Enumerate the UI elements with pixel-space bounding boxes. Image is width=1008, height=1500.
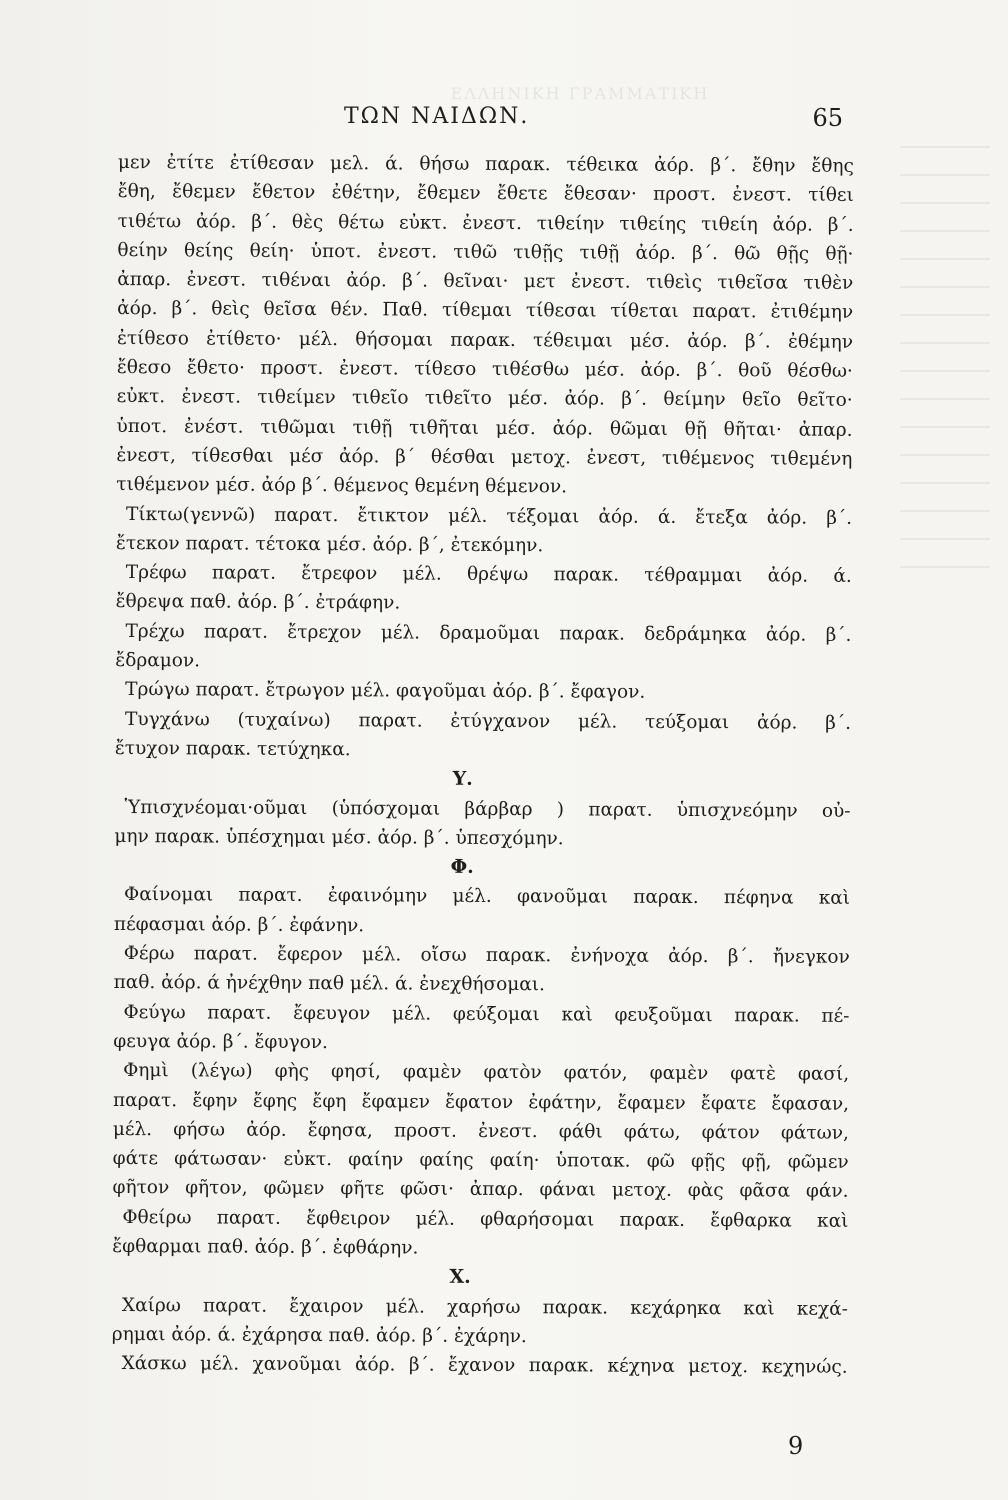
signature-mark: 9 [788, 1432, 804, 1460]
section-letter-heading: Χ. [449, 1266, 471, 1289]
text-line: πέφασμαι ἀόρ. β΄. ἐφάνην. [113, 913, 365, 937]
text-line: ἔθεσο ἔθετο· προστ. ἐνεστ. τίθεσο τιθέσθω μέσ. ἀόρ. β΄. θοῦ θέσθω· [116, 357, 853, 382]
text-line: Τίκτω(γεννῶ) παρατ. ἔτικτον μέλ. τέξομαι ἀόρ. ά. ἔτεξα ἀόρ. β΄. [126, 503, 853, 529]
text-line: ἔθη, ἔθεμεν ἔθετον ἐθέτην, ἔθεμεν ἔθετε ἔθεσαν· προστ. ἐνεστ. τίθει [117, 181, 854, 207]
text-line: ἐνεστ, τίθεσθαι μέσ ἀόρ. β΄ θέσθαι μετοχ. ἐνεστ, τιθέμενος τιθεμένη [116, 444, 853, 470]
text-line: Τρέχω παρατ. ἔτρεχον μέλ. δραμοῦμαι παρακ. δεδράμηκα ἀόρ. β΄. [125, 620, 852, 646]
section-letter-heading: Υ. [452, 767, 473, 791]
text-line: ὑποτ. ἐνέστ. τιθῶμαι τιθῇ τιθῆται μέσ. ἀόρ. θῶμαι θῇ θῆται· ἀπαρ. [116, 415, 853, 441]
text-line: τιθέμενον μέσ. ἀόρ β΄. θέμενος θεμένη θέμενον. [116, 474, 568, 498]
text-line: ἐτίθεσο ἐτίθετο· μέλ. θήσομαι παρακ. τέθειμαι μέσ. ἀόρ. β΄. ἐθέμην [116, 327, 854, 353]
section-letter-heading: Φ. [450, 855, 474, 878]
text-line: ἔτεκον παρατ. τέτοκα μέσ. ἀόρ. β΄, ἐτεκόμην. [115, 532, 544, 557]
text-line: τιθέτω ἀόρ. β΄. θὲς θέτω εὐκτ. ἐνεστ. τιθείην τιθείης τιθείη ἀόρ. β΄. [117, 210, 854, 236]
text-line: θείην θείης θείη· ὑποτ. ἐνεστ. τιθῶ τιθῇς τιθῇ ἀόρ. β΄. θῶ θῇς θῇ· [117, 239, 854, 265]
body-text [112, 148, 854, 1382]
text-line: μην παρακ. ὑπέσχημαι μέσ. ἀόρ. β΄. ὑπεσχόμην. [114, 825, 564, 850]
running-head: ΤΩΝ ΝΑΙΔΩΝ. [344, 104, 530, 129]
text-line: Τρώγω παρατ. ἔτρωγον μέλ. φαγοῦμαι ἀόρ. β΄. ἔφαγον. [125, 679, 646, 704]
text-line: Ὑπισχνέομαι·οῦμαι (ὑπόσχομαι βάρβαρ ) παρατ. ὑπισχνεόμην οὐ- [124, 796, 851, 822]
text-line: εὐκτ. ἐνεστ. τιθείμεν τιθεῖο τιθεῖτο μέσ. ἀόρ. β΄. θείμην θεῖο θεῖτο· [116, 386, 853, 412]
text-line: μέλ. φήσω ἀόρ. ἔφησα, προστ. ἐνεστ. φάθι φάτω, φάτον φάτων, [112, 1118, 849, 1144]
text-line: ἔφθαρμαι παθ. ἀόρ. β΄. ἐφθάρην. [112, 1235, 419, 1259]
page-number: 65 [812, 104, 843, 132]
text-line: ἔθρεψα παθ. ἀόρ. β΄. ἐτράφην. [115, 591, 401, 614]
text-line: ρημαι ἀόρ. ά. ἐχάρησα παθ. ἀόρ. β΄. ἐχάρην. [111, 1323, 527, 1348]
text-line: Φημὶ (λέγω) φὴς φησί, φαμὲν φατὸν φατόν, φαμὲν φατὲ φασί, [123, 1060, 850, 1086]
text-line: ἔτυχον παρακ. τετύχηκα. [114, 737, 351, 761]
text-line: Τυγχάνω (τυχαίνω) παρατ. ἐτύγχανον μέλ. τεύξομαι ἀόρ. β΄. [124, 708, 852, 734]
text-line: ἔδραμον. [115, 650, 201, 672]
text-line: φῆτον φῆτον, φῶμεν φῆτε φῶσι· ἀπαρ. φάναι μετοχ. φὰς φᾶσα φάν. [112, 1177, 849, 1203]
text-line: Χαίρω παρατ. ἔχαιρον μέλ. χαρήσω παρακ. κεχάρηκα καὶ κεχά- [121, 1294, 848, 1320]
text-line: παθ. ἀόρ. ά ἠνέχθην παθ μέλ. ά. ἐνεχθήσομαι. [113, 972, 545, 996]
text-line: φάτε φάτωσαν· εὐκτ. φαίην φαίης φαίη· ὑποτακ. φῶ φῇς φῇ, φῶμεν [112, 1148, 849, 1173]
text-line: Τρέφω παρατ. ἔτρεφον μέλ. θρέψω παρακ. τέθραμμαι ἀόρ. ά. [125, 562, 852, 588]
page-header [0, 104, 1008, 140]
text-line: Φεύγω παρατ. ἔφευγον μέλ. φεύξομαι καὶ φευξοῦμαι παρακ. πέ- [123, 1001, 850, 1027]
text-line: Χάσκω μέλ. χανοῦμαι ἀόρ. β΄. ἔχανον παρακ. κέχηνα μετοχ. κεχηνώς. [121, 1353, 848, 1379]
text-line: φευγα ἀόρ. β΄. ἔφυγον. [113, 1030, 329, 1054]
text-line: Φθείρω παρατ. ἔφθειρον μέλ. φθαρήσομαι παρακ. ἔφθαρκα καὶ [122, 1206, 849, 1232]
text-line: Φαίνομαι παρατ. ἐφαινόμην μέλ. φανοῦμαι παρακ. πέφηνα καὶ [124, 884, 851, 910]
bleed-through-heading: ΕΛΛΗΝΙΚΗ ΓΡΑΜΜΑΤΙΚΗ [450, 84, 710, 103]
text-line: ἀόρ. β΄. θεὶς θεῖσα θέν. Παθ. τίθεμαι τίθεσαι τίθεται παρατ. ἐτιθέμην [117, 298, 854, 324]
text-line: Φέρω παρατ. ἔφερον μέλ. οἴσω παρακ. ἐνήνοχα ἀόρ. β΄. ἤνεγκον [123, 943, 850, 968]
text-line: παρατ. ἔφην ἔφης ἔφη ἔφαμεν ἔφατον ἐφάτην, ἔφαμεν ἔφατε ἔφασαν, [112, 1089, 850, 1115]
text-line: μεν ἐτίτε ἐτίθεσαν μελ. ά. θήσω παρακ. τέθεικα ἀόρ. β΄. ἔθην ἔθης [117, 151, 854, 177]
text-line: ἀπαρ. ἐνεστ. τιθέναι ἀόρ. β΄. θεῖναι· μετ ἐνεστ. τιθεὶς τιθεῖσα τιθὲν [117, 269, 854, 295]
bleed-through-margin [900, 120, 1008, 1020]
